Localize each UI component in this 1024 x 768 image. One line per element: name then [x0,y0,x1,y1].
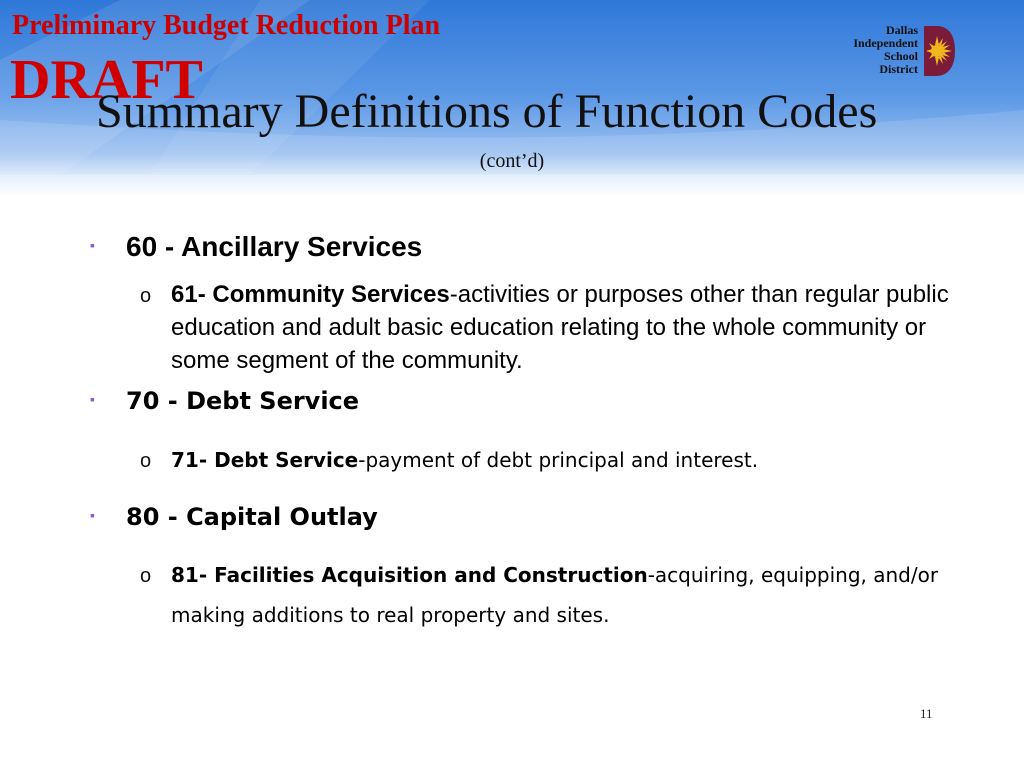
bullet-square-icon: ▪ [90,237,95,253]
definition-61 [171,278,951,377]
bullet-square-icon: ▪ [90,507,95,523]
definition-81 [171,555,951,635]
slide-subtitle: (cont’d) [479,150,545,172]
definition-text-71: -payment of debt principal and interest. [358,448,759,472]
logo-line: District [879,62,918,76]
section-heading-80: 80 - Capital Outlay [126,503,378,531]
definition-71 [171,440,951,480]
term-71: 71- Debt Service [171,448,359,472]
bullet-circle-icon: o [140,285,152,307]
district-logo [826,24,956,80]
district-logo-text [853,24,918,76]
page-number: 11 [920,706,933,721]
plan-title: Preliminary Budget Reduction Plan [12,10,441,41]
bullet-circle-icon: o [140,565,152,587]
section-heading-70: 70 - Debt Service [126,387,360,415]
logo-line: Independent [853,36,918,50]
draft-label: DRAFT [10,49,203,111]
header-fade [0,175,1024,197]
section-heading-60: 60 - Ancillary Services [126,231,423,262]
slide-title: Summary Definitions of Function Codes [96,85,878,138]
term-81: 81- Facilities Acquisition and Construction [171,563,648,587]
sunburst-d-icon [922,24,956,78]
logo-line: Dallas [885,23,918,37]
bullet-square-icon: ▪ [90,391,95,407]
logo-line: School [883,49,918,63]
definition-text-61: -activities or purposes other than regular public education and adult basic education relating to the whole community or some segment of the community. [171,281,949,374]
term-61: 61- Community Services [171,281,450,308]
bullet-circle-icon: o [140,450,152,472]
definition-text-81: -acquiring, equipping, and/or making additions to real property and sites. [171,563,939,627]
